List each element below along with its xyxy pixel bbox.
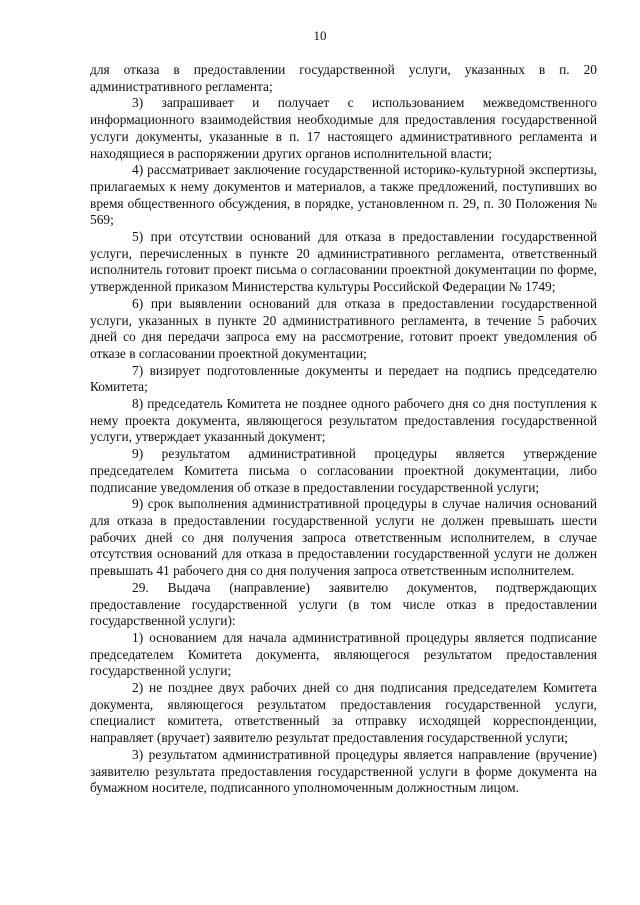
paragraph-item-9a: 9) результатом административной процедуры является утверждение председателем Комитета письма о согласовании проектной документации, либо подписание уведомления об отказе в предоставлении государственной услуги; xyxy=(90,446,597,495)
page-number: 10 xyxy=(313,28,327,43)
paragraph-continuation: для отказа в предоставлении государственной услуги, указанных в п. 20 административного регламента; xyxy=(90,62,597,94)
paragraph-item-5: 5) при отсутствии оснований для отказа в предоставлении государственной услуги, перечисленных в пункте 20 административного регламента, ответственный исполнитель готовит проект письма о согласовании проектной документации по форме, утвержденной приказом Министерства культуры Российской Федерации № 1749; xyxy=(90,229,597,295)
paragraph-item-6: 6) при выявлении оснований для отказа в предоставлении государственной услуги, указанных в пункте 20 административного регламента, в течение 5 рабочих дней со дня передачи запроса ему на рассмотрение, готовит проект уведомления об отказе в согласовании проектной документации; xyxy=(90,295,597,361)
paragraph-29-item-2: 2) не позднее двух рабочих дней со дня подписания председателем Комитета документа, являющегося результатом предоставления государственной услуги, специалист комитета, ответственный за отправку исходящей корреспонденции, направляет (вручает) заявителю результат предоставления государственной услуги; xyxy=(90,680,597,746)
paragraph-item-4: 4) рассматривает заключение государственной историко-культурной экспертизы, прилагаемых к нему документов и материалов, а также предложений, поступивших во время общественного обсуждения, в порядке, установленном п. 29, п. 30 Положения № 569; xyxy=(90,162,597,228)
paragraph-item-9b: 9) срок выполнения административной процедуры в случае наличия оснований для отказа в предоставлении государственной услуги не должен превышать шести рабочих дней со дня получения запроса ответственным исполнителем, в случае отсутствия оснований для отказа в предоставлении государственной услуги не должен превышать 41 рабочего дня со дня получения запроса ответственным исполнителем. xyxy=(90,496,597,579)
body-text xyxy=(90,62,597,797)
paragraph-item-3: 3) запрашивает и получает с использованием межведомственного информационного взаимодействия необходимые для предоставления государственной услуги документы, указанные в п. 17 настоящего административного регламента и находящиеся в распоряжении других органов исполнительной власти; xyxy=(90,95,597,161)
paragraph-item-8: 8) председатель Комитета не позднее одного рабочего дня со дня поступления к нему проекта документа, являющегося результатом предоставления государственной услуги, утверждает указанный документ; xyxy=(90,396,597,445)
paragraph-29-item-3: 3) результатом административной процедуры является направление (вручение) заявителю результата предоставления государственной услуги в форме документа на бумажном носителе, подписанного уполномоченным должностным лицом. xyxy=(90,746,597,796)
paragraph-section-29: 29. Выдача (направление) заявителю документов, подтверждающих предоставление государственной услуги (в том числе отказ в предоставлении государственной услуги): xyxy=(90,579,597,629)
paragraph-29-item-1: 1) основанием для начала административной процедуры является подписание председателем Комитета документа, являющегося результатом предоставления государственной услуги; xyxy=(90,629,597,679)
paragraph-item-7: 7) визирует подготовленные документы и передает на подпись председателю Комитета; xyxy=(90,362,597,395)
